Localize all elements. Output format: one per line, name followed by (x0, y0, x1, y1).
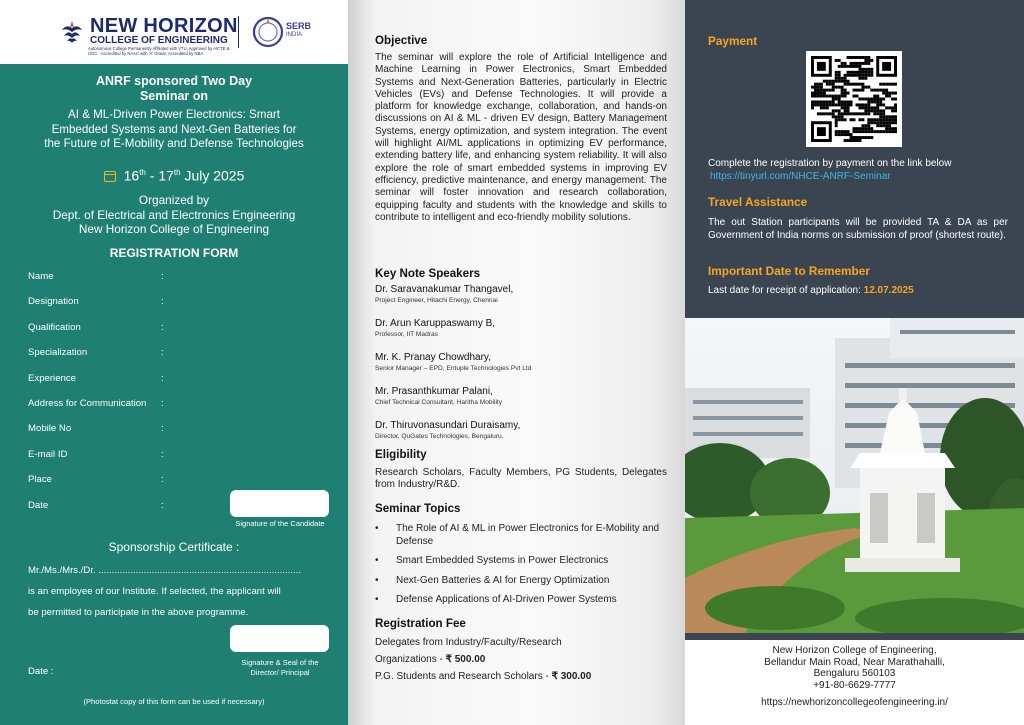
objective-text: The seminar will explore the role of Artificial Intelligence and Machine Learning in Power Electronics, Smart Embedded Systems and Next-Generation Batteries, particularly in Electric Vehicles (EVs) and Defense Technologies. It will provide a platform for knowledge exchange, collaboration, and hands-on discussions on AI & ML - driven EV design, Battery Management Systems, energy optimization, and system integration. The event will highlight AI/ML applications in optimizing EV performance, extending battery life, and enhancing system reliability. It will also explore the role of smart embedded systems in improving EV efficiency, predictive maintenance, and energy management. The seminar will foster innovation and research collaboration, equipping faculty and students with the knowledge and skills to contribute to intelligent and eco-friendly mobility solutions. (375, 52, 667, 223)
sponsorship-date-text: Date : (28, 666, 54, 677)
form-field-label: Qualification (28, 321, 81, 333)
fee-line-3-value: ₹ 300.00 (551, 671, 592, 682)
form-field-row[interactable] (28, 474, 328, 488)
payment-text: Complete the registration by payment on the link below (708, 158, 952, 169)
fee-line-3 (375, 671, 591, 683)
director-caption-line-1: Signature & Seal of the (241, 658, 319, 667)
speaker-name: Mr. Prasanthkumar Palani, (375, 386, 493, 397)
date-end-suffix: th (173, 168, 181, 177)
speaker-role: Director, QuGates Technologies, Bengaluru. (375, 433, 504, 440)
address-line-1: New Horizon College of Engineering, (772, 645, 937, 656)
form-field-colon: : (161, 271, 164, 282)
topic-item: • Defense Applications of AI-Driven Power Systems (375, 594, 675, 607)
registration-panel (0, 0, 348, 725)
sponsorship-line-1: Mr./Ms./Mrs./Dr. ............................................................................ (28, 565, 301, 576)
objective-title: Objective (375, 34, 428, 47)
travel-text: The out Station participants will be provided TA & DA as per Government of India norms on submission of proof (shortest route). (708, 217, 1008, 241)
topic-line-3: the Future of E-Mobility and Defense Technologies (44, 137, 304, 151)
logo-divider (238, 16, 239, 48)
sponsorship-date-label (28, 666, 328, 680)
topic-item: • Smart Embedded Systems in Power Electronics (375, 555, 675, 568)
form-field-colon: : (161, 321, 164, 333)
form-field-colon: : (161, 448, 164, 460)
speaker-item (375, 284, 675, 305)
campus-photo (685, 318, 1024, 633)
fee-line-3-label: P.G. Students and Research Scholars - (375, 671, 552, 682)
info-panel (685, 0, 1024, 725)
sponsorship-line-2: is an employee of our Institute. If selected, the applicant will (28, 586, 281, 597)
form-field-colon: : (161, 347, 164, 359)
address-block (685, 640, 1024, 725)
payment-link[interactable]: https://tinyurl.com/NHCE-ANRF-Seminar (710, 171, 891, 182)
fee-line-2-value: ₹ 500.00 (445, 654, 486, 665)
topic-item: • Next-Gen Batteries & AI for Energy Optimization (375, 575, 675, 588)
serb-logo-icon (250, 14, 290, 50)
organized-by-label: Organized by (138, 193, 210, 207)
form-field-colon: : (161, 296, 164, 308)
director-signature-box[interactable] (230, 625, 329, 652)
organizer-block (0, 193, 348, 237)
candidate-signature-caption: Signature of the Candidate (235, 519, 325, 528)
speaker-name: Dr. Arun Karuppaswamy B, (375, 318, 496, 329)
important-date-value: 12.07.2025 (863, 285, 914, 296)
important-date-line (708, 285, 1008, 298)
form-field-row[interactable] (28, 322, 328, 336)
logo-band (0, 0, 348, 64)
sponsor-line-2: Seminar on (139, 89, 209, 103)
topic-line-2: Embedded Systems and Next-Gen Batteries for (51, 122, 297, 136)
form-field-colon: : (161, 372, 164, 384)
form-field-colon: : (161, 398, 164, 409)
photostat-note: (Photostat copy of this form can be used if necessary) (83, 697, 265, 706)
form-field-label: Place (28, 474, 52, 486)
form-field-row[interactable] (28, 296, 328, 310)
form-field-row[interactable] (28, 449, 328, 463)
form-field-row[interactable] (28, 423, 328, 437)
speaker-item (375, 352, 675, 373)
sponsor-heading (0, 74, 348, 104)
college-name: NEW HORIZON (90, 15, 238, 37)
address-line-2: Bellandur Main Road, Near Marathahalli, (764, 656, 945, 668)
speakers-title: Key Note Speakers (375, 267, 481, 280)
travel-title: Travel Assistance (708, 195, 808, 209)
fee-line-2-label: Organizations - (375, 654, 446, 665)
college-crest-icon (58, 18, 86, 46)
form-field-label: Specialization (28, 347, 88, 359)
qr-code-icon (811, 56, 897, 142)
organizer-college: New Horizon College of Engineering (78, 222, 270, 237)
eligibility-text: Research Scholars, Faculty Members, PG Students, Delegates from Industry/R&D. (375, 467, 667, 491)
date-month-year: July 2025 (180, 167, 245, 184)
form-field-row[interactable] (28, 347, 328, 361)
form-field-colon: : (161, 474, 164, 486)
speaker-item (375, 386, 675, 407)
serb-logo-text (286, 22, 311, 40)
director-caption-line-2: Director/ Principal (250, 668, 310, 677)
date-separator: - (145, 167, 159, 184)
form-field-colon: : (161, 423, 164, 435)
speaker-item (375, 420, 675, 441)
speaker-role: Senior Manager – EPD, Entuple Technologies Pvt Ltd (375, 365, 532, 372)
form-field-label: Name (28, 271, 54, 282)
sponsor-line-1: ANRF sponsored Two Day (95, 74, 253, 88)
website-link[interactable]: https://newhorizoncollegeofengineering.in/ (761, 697, 948, 708)
college-tagline: Autonomous College Permanently Affiliated with VTU, Approved by AICTE & UGC · Accredited by NAAC with 'A' Grade, Accredited by NBA (88, 46, 230, 56)
topic-line-1: AI & ML-Driven Power Electronics: Smart (68, 108, 280, 121)
sponsorship-title: Sponsorship Certificate : (108, 540, 240, 554)
calendar-icon (104, 171, 116, 182)
form-field-row[interactable] (28, 271, 328, 285)
speaker-role: Project Engineer, Hitachi Energy, Chennai (375, 297, 498, 304)
eligibility-title: Eligibility (375, 448, 427, 461)
form-title: REGISTRATION FORM (109, 246, 239, 260)
seminar-topic (0, 108, 348, 152)
serb-label: SERB (286, 21, 312, 31)
form-field-colon: : (161, 499, 164, 511)
form-field-label: E-mail ID (28, 448, 68, 460)
serb-sublabel: INDIA (286, 32, 303, 38)
form-field-label: Address for Communication (28, 398, 147, 409)
topic-item: • The Role of AI & ML in Power Electronics for E-Mobility and Defense (375, 523, 675, 548)
speaker-name: Dr. Thiruvonasundari Duraisamy, (375, 420, 521, 431)
speaker-name: Mr. K. Pranay Chowdhary, (375, 352, 491, 363)
candidate-signature-box[interactable] (230, 490, 329, 517)
date-start: 16 (123, 167, 140, 184)
speaker-role: Chief Technical Consultant, Haritha Mobility (375, 399, 503, 406)
sponsorship-line-3: be permitted to participate in the above programme. (28, 607, 249, 618)
speaker-item (375, 318, 675, 339)
fee-line-2 (375, 654, 485, 666)
address-line-3: Bengaluru 560103 (813, 668, 896, 679)
sponsorship-body (28, 560, 328, 623)
payment-qr-code[interactable] (806, 51, 902, 147)
form-field-label: Mobile No (28, 423, 72, 435)
speaker-role: Professor, IIT Madras (375, 331, 438, 338)
form-field-row[interactable] (28, 373, 328, 387)
form-field-row[interactable] (28, 398, 328, 412)
date-start-suffix: th (139, 168, 146, 177)
fee-line-1: Delegates from Industry/Faculty/Research (375, 637, 562, 648)
important-date-label: Last date for receipt of application: (708, 285, 864, 296)
form-field-label: Date (28, 499, 49, 511)
topics-title: Seminar Topics (375, 502, 461, 515)
form-field-label: Experience (28, 372, 76, 384)
fee-title: Registration Fee (375, 617, 466, 630)
speaker-name: Dr. Saravanakumar Thangavel, (375, 284, 514, 295)
organizer-department: Dept. of Electrical and Electronics Engineering (52, 207, 296, 222)
details-panel (348, 0, 685, 725)
form-field-label: Designation (28, 296, 79, 308)
payment-title: Payment (708, 34, 758, 48)
date-end: 17 (158, 167, 174, 184)
topics-list (375, 523, 675, 614)
address-phone: +91-80-6629-7777 (813, 679, 896, 691)
important-date-title: Important Date to Remember (708, 264, 870, 278)
college-subtitle: COLLEGE OF ENGINEERING (90, 35, 228, 46)
event-date (0, 164, 348, 185)
